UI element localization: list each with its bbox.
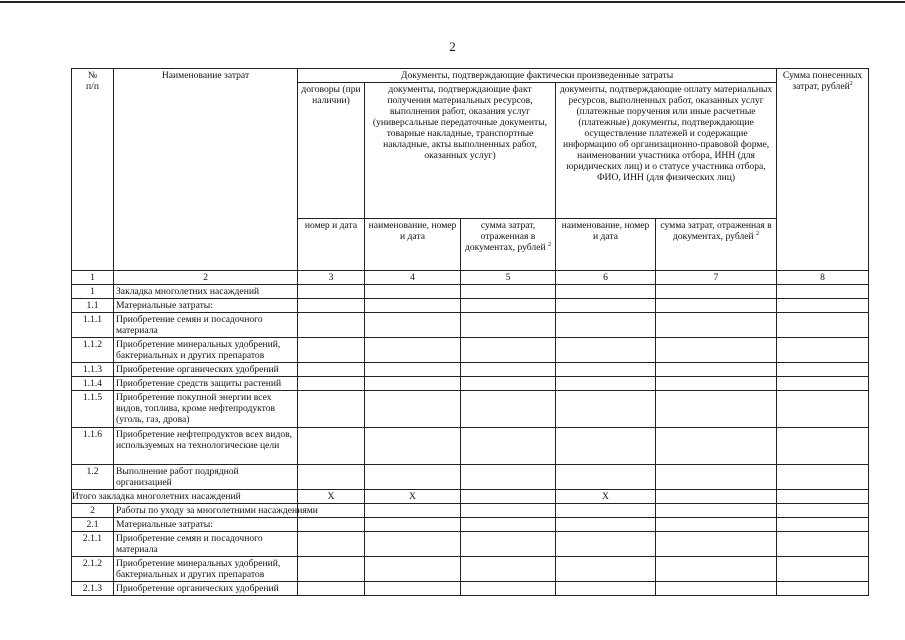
row-cost-name: Работы по уходу за многолетними насаждениями <box>114 504 298 518</box>
table-row <box>72 518 869 532</box>
row-number: 2.1.2 <box>72 557 114 582</box>
table-row <box>72 391 869 428</box>
sub-sum-reflected-2-sup: 2 <box>756 230 760 237</box>
table-row <box>72 504 869 518</box>
column-number: 6 <box>556 271 656 285</box>
sub-sum-reflected <box>461 219 556 271</box>
row-cost-name: Материальные затраты: <box>114 299 298 313</box>
total-row-label: Итого закладка многолетних насаждений <box>72 490 298 504</box>
header-sum-total <box>777 69 869 271</box>
table-row <box>72 338 869 363</box>
column-number: 3 <box>298 271 365 285</box>
header-sum-total-text: Сумма понесенных затрат, рублей <box>782 70 863 92</box>
sub-sum-reflected-2 <box>656 219 777 271</box>
column-number-row <box>72 271 869 285</box>
table-row <box>72 582 869 596</box>
row-number: 1.1.2 <box>72 338 114 363</box>
column-number: 4 <box>365 271 461 285</box>
row-cost-name: Закладка многолетних насаждений <box>114 285 298 299</box>
sub-name-num-date-2: наименование, номер и дата <box>556 219 656 271</box>
row-cost-name: Приобретение нефтепродуктов всех видов, используемых на технологические цели <box>114 428 298 465</box>
sub-sum-reflected-2-text: сумма затрат, отраженная в документах, рублей <box>660 220 772 242</box>
sub-sum-reflected-sup: 2 <box>548 241 552 248</box>
row-cost-name: Приобретение органических удобрений <box>114 363 298 377</box>
row-number: 2 <box>72 504 114 518</box>
row-cost-name: Приобретение органических удобрений <box>114 582 298 596</box>
row-number: 1 <box>72 285 114 299</box>
header-docs-payment: документы, подтверждающие оплату материальных ресурсов, выполненных работ, оказанных услуг (платежные поручения или иные расчетные (платежные) документы, подтверждающие осуществление платежей и содержащие информацию об организационно-правовой форме, наименовании участника отбора, ИНН (для юридических лиц) и о статусе участника отбора, ФИО, ИНН (для физических лиц) <box>556 83 777 219</box>
table-row <box>72 299 869 313</box>
row-number: 1.1.3 <box>72 363 114 377</box>
sub-num-date: номер и дата <box>298 219 365 271</box>
table-row <box>72 532 869 557</box>
table-row <box>72 428 869 465</box>
page-number: 2 <box>449 39 456 54</box>
cost-documents-table <box>71 68 869 596</box>
row-cost-name: Приобретение семян и посадочного материала <box>114 313 298 338</box>
sub-sum-reflected-text: сумма затрат, отраженная в документах, рублей <box>464 220 546 253</box>
row-cost-name: Приобретение минеральных удобрений, бактериальных и других препаратов <box>114 338 298 363</box>
total-x-mark: X <box>298 490 365 504</box>
column-number: 5 <box>461 271 556 285</box>
header-row-1 <box>72 69 869 83</box>
row-number: 1.1.6 <box>72 428 114 465</box>
row-number: 2.1.3 <box>72 582 114 596</box>
table-row <box>72 313 869 338</box>
header-sum-total-sup: 2 <box>849 80 853 87</box>
table-row <box>72 465 869 490</box>
header-cost-name: Наименование затрат <box>114 69 298 271</box>
column-number: 8 <box>777 271 869 285</box>
total-x-mark: X <box>556 490 656 504</box>
total-x-mark: X <box>365 490 461 504</box>
header-docs-group: Документы, подтверждающие фактически произведенные затраты <box>298 69 777 83</box>
row-number: 2.1.1 <box>72 532 114 557</box>
row-cost-name: Приобретение покупной энергии всех видов, топлива, кроме нефтепродуктов (уголь, газ, дрова) <box>114 391 298 428</box>
row-cost-name: Приобретение средств защиты растений <box>114 377 298 391</box>
table-row <box>72 377 869 391</box>
table-row <box>72 285 869 299</box>
row-number: 1.1.5 <box>72 391 114 428</box>
row-cost-name: Приобретение семян и посадочного материала <box>114 532 298 557</box>
page-top-border <box>0 1 905 3</box>
column-number: 1 <box>72 271 114 285</box>
row-number: 1.2 <box>72 465 114 490</box>
column-number: 7 <box>656 271 777 285</box>
header-docs-receipt: документы, подтверждающие факт получения материальных ресурсов, выполнения работ, оказания услуг (универсальные передаточные документы, товарные накладные, транспортные накладные, акты выполненных работ, оказанных услуг) <box>365 83 556 219</box>
row-cost-name: Выполнение работ подрядной организацией <box>114 465 298 490</box>
header-contracts: договоры (при наличии) <box>298 83 365 219</box>
row-cost-name: Приобретение минеральных удобрений, бактериальных и других препаратов <box>114 557 298 582</box>
total-row <box>72 490 869 504</box>
sub-name-num-date: наименование, номер и дата <box>365 219 461 271</box>
row-number: 1.1.1 <box>72 313 114 338</box>
row-cost-name: Материальные затраты: <box>114 518 298 532</box>
header-num: № п/п <box>72 69 114 271</box>
row-number: 1.1.4 <box>72 377 114 391</box>
table-row <box>72 363 869 377</box>
table-row <box>72 557 869 582</box>
column-number: 2 <box>114 271 298 285</box>
row-number: 2.1 <box>72 518 114 532</box>
row-number: 1.1 <box>72 299 114 313</box>
